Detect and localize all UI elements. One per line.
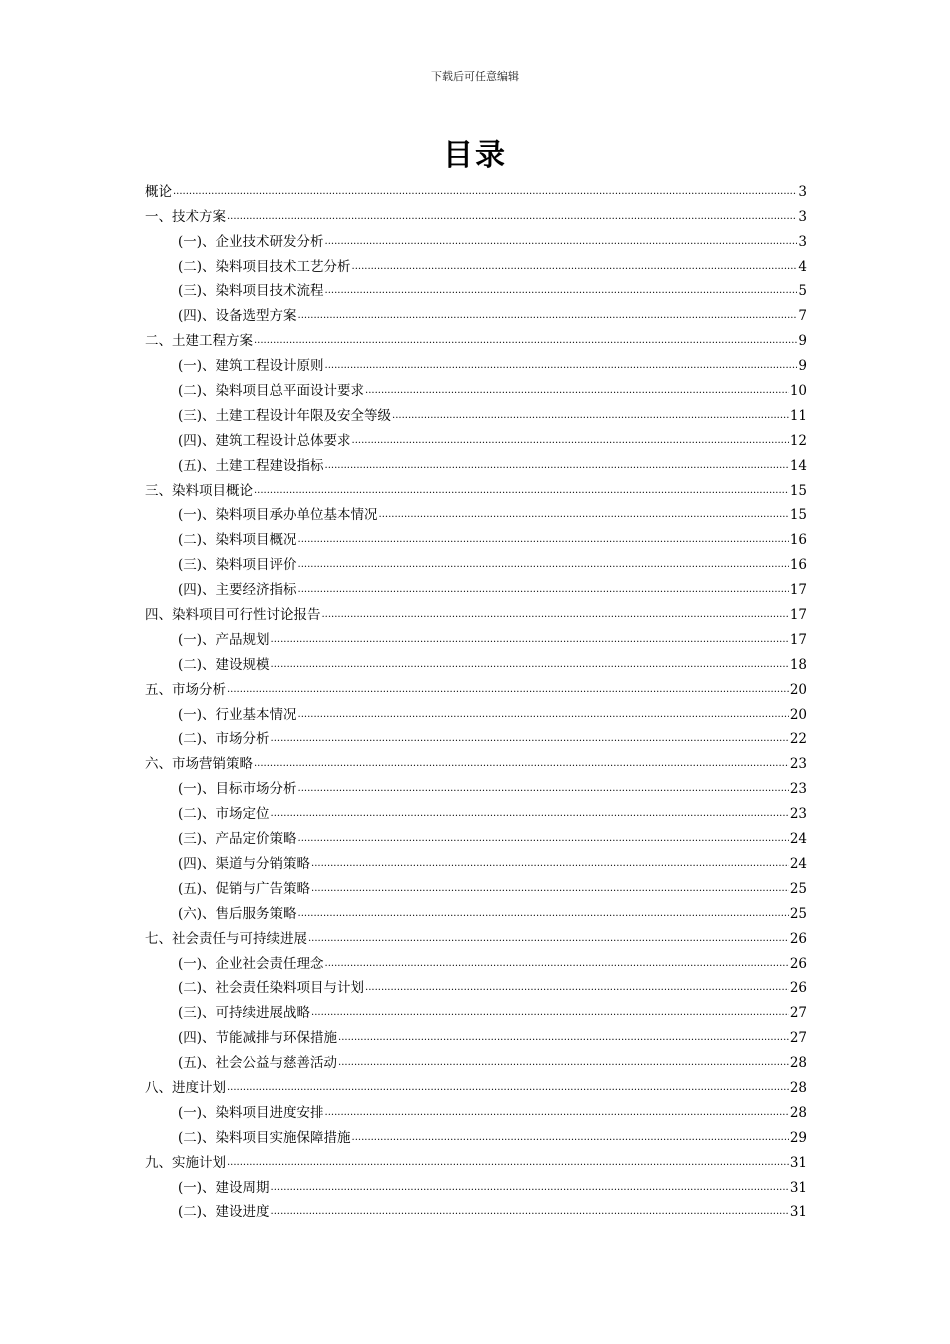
toc-dot-leader bbox=[352, 260, 798, 274]
toc-entry-page: 31 bbox=[789, 1154, 807, 1171]
toc-entry[interactable] bbox=[145, 226, 807, 251]
toc-entry[interactable] bbox=[145, 475, 807, 500]
toc-entry-page: 20 bbox=[789, 706, 807, 723]
toc-entry-label: (三)、染料项目技术流程 bbox=[178, 283, 324, 300]
toc-entry-page: 10 bbox=[789, 383, 807, 400]
toc-entry-label: 五、市场分析 bbox=[145, 681, 226, 698]
toc-entry-label: 七、社会责任与可持续进展 bbox=[145, 930, 307, 947]
toc-entry[interactable] bbox=[145, 798, 807, 823]
toc-entry[interactable] bbox=[145, 201, 807, 226]
toc-entry-label: (二)、社会责任染料项目与计划 bbox=[178, 980, 365, 997]
toc-dot-leader bbox=[352, 434, 789, 448]
toc-dot-leader bbox=[227, 210, 797, 224]
toc-entry[interactable] bbox=[145, 425, 807, 450]
toc-entry-label: (四)、节能减排与环保措施 bbox=[178, 1030, 338, 1047]
toc-entry[interactable] bbox=[145, 1122, 807, 1147]
toc-dot-leader bbox=[271, 1181, 789, 1195]
toc-dot-leader bbox=[298, 583, 789, 597]
toc-entry-label: (二)、建设规模 bbox=[178, 656, 270, 673]
toc-entry[interactable] bbox=[145, 524, 807, 549]
toc-dot-leader bbox=[173, 185, 797, 199]
toc-dot-leader bbox=[392, 409, 789, 423]
toc-entry-page: 31 bbox=[789, 1204, 807, 1221]
toc-entry-label: (一)、行业基本情况 bbox=[178, 706, 297, 723]
toc-entry-label: (四)、主要经济指标 bbox=[178, 582, 297, 599]
toc-entry-page: 26 bbox=[789, 930, 807, 947]
toc-dot-leader bbox=[308, 932, 789, 946]
toc-entry-page: 3 bbox=[798, 208, 807, 225]
toc-entry-page: 27 bbox=[789, 1030, 807, 1047]
toc-entry-page: 12 bbox=[789, 432, 807, 449]
toc-entry-page: 29 bbox=[789, 1129, 807, 1146]
toc-entry-label: (二)、染料项目技术工艺分析 bbox=[178, 258, 351, 275]
toc-dot-leader bbox=[325, 459, 789, 473]
toc-entry-label: (一)、染料项目进度安排 bbox=[178, 1104, 324, 1121]
toc-entry[interactable] bbox=[145, 574, 807, 599]
toc-entry-label: 二、土建工程方案 bbox=[145, 333, 253, 350]
toc-dot-leader bbox=[298, 309, 798, 323]
toc-entry-page: 26 bbox=[789, 955, 807, 972]
toc-entry-page: 23 bbox=[789, 806, 807, 823]
toc-entry-label: (五)、社会公益与慈善活动 bbox=[178, 1055, 338, 1072]
toc-entry[interactable] bbox=[145, 699, 807, 724]
toc-entry-label: (一)、目标市场分析 bbox=[178, 781, 297, 798]
toc-dot-leader bbox=[379, 508, 789, 522]
toc-dot-leader bbox=[352, 1131, 789, 1145]
toc-entry-page: 15 bbox=[789, 507, 807, 524]
toc-entry-label: (一)、企业技术研发分析 bbox=[178, 233, 324, 250]
toc-dot-leader bbox=[254, 757, 789, 771]
toc-entry[interactable] bbox=[145, 1197, 807, 1222]
toc-dot-leader bbox=[311, 882, 789, 896]
toc-dot-leader bbox=[298, 558, 789, 572]
toc-entry[interactable] bbox=[145, 973, 807, 998]
toc-entry-page: 17 bbox=[789, 607, 807, 624]
toc-entry-label: (二)、市场定位 bbox=[178, 806, 270, 823]
toc-entry[interactable] bbox=[145, 923, 807, 948]
toc-entry[interactable] bbox=[145, 1097, 807, 1122]
toc-entry-page: 16 bbox=[789, 557, 807, 574]
toc-dot-leader bbox=[298, 832, 789, 846]
toc-entry-page: 17 bbox=[789, 582, 807, 599]
toc-entry-label: (一)、建设周期 bbox=[178, 1179, 270, 1196]
toc-dot-leader bbox=[325, 957, 789, 971]
toc-entry[interactable] bbox=[145, 500, 807, 525]
toc-entry-label: (二)、染料项目实施保障措施 bbox=[178, 1129, 351, 1146]
toc-title: 目录 bbox=[443, 138, 507, 173]
toc-entry-label: (一)、建筑工程设计原则 bbox=[178, 358, 324, 375]
toc-entry-page: 5 bbox=[798, 283, 807, 300]
toc-entry-page: 11 bbox=[789, 407, 807, 424]
toc-entry-page: 9 bbox=[798, 333, 807, 350]
toc-entry-page: 22 bbox=[789, 731, 807, 748]
toc-entry[interactable] bbox=[145, 649, 807, 674]
toc-entry[interactable] bbox=[145, 1072, 807, 1097]
toc-entry-page: 24 bbox=[789, 831, 807, 848]
toc-entry[interactable] bbox=[145, 276, 807, 301]
toc-entry-page: 27 bbox=[789, 1005, 807, 1022]
toc-dot-leader bbox=[325, 359, 798, 373]
toc-entry-page: 3 bbox=[798, 183, 807, 200]
toc-entry-label: (一)、产品规划 bbox=[178, 631, 270, 648]
toc-entry-page: 20 bbox=[789, 681, 807, 698]
toc-entry-page: 25 bbox=[789, 905, 807, 922]
toc-entry-label: (三)、可持续进展战略 bbox=[178, 1005, 311, 1022]
toc-dot-leader bbox=[365, 384, 789, 398]
toc-entry[interactable] bbox=[145, 873, 807, 898]
toc-entry-page: 4 bbox=[798, 258, 807, 275]
toc-entry-label: (六)、售后服务策略 bbox=[178, 905, 297, 922]
toc-entry-label: 九、实施计划 bbox=[145, 1154, 226, 1171]
toc-entry-label: 一、技术方案 bbox=[145, 208, 226, 225]
toc-entry[interactable] bbox=[145, 1172, 807, 1197]
toc-entry-page: 7 bbox=[798, 308, 807, 325]
toc-entry[interactable] bbox=[145, 748, 807, 773]
toc-entry-label: (二)、市场分析 bbox=[178, 731, 270, 748]
toc-entry-page: 26 bbox=[789, 980, 807, 997]
toc-dot-leader bbox=[298, 708, 789, 722]
toc-entry-label: (四)、设备选型方案 bbox=[178, 308, 297, 325]
toc-dot-leader bbox=[298, 533, 789, 547]
toc-entry[interactable] bbox=[145, 1047, 807, 1072]
toc-entry-label: 概论 bbox=[145, 183, 172, 200]
toc-entry-page: 28 bbox=[789, 1104, 807, 1121]
toc-entry-page: 28 bbox=[789, 1055, 807, 1072]
toc-dot-leader bbox=[365, 981, 789, 995]
toc-dot-leader bbox=[298, 782, 789, 796]
toc-dot-leader bbox=[227, 1156, 789, 1170]
toc-dot-leader bbox=[325, 284, 798, 298]
toc-entry[interactable] bbox=[145, 674, 807, 699]
toc-entry-label: (三)、染料项目评价 bbox=[178, 557, 297, 574]
toc-entry-page: 18 bbox=[789, 656, 807, 673]
toc-entry-label: (一)、企业社会责任理念 bbox=[178, 955, 324, 972]
toc-entry[interactable] bbox=[145, 251, 807, 276]
toc-entry-page: 9 bbox=[798, 358, 807, 375]
toc-entry-label: 六、市场营销策略 bbox=[145, 756, 253, 773]
toc-dot-leader bbox=[322, 608, 789, 622]
toc-entry-page: 14 bbox=[789, 457, 807, 474]
toc-dot-leader bbox=[271, 633, 789, 647]
toc-dot-leader bbox=[298, 907, 789, 921]
toc-entry-page: 15 bbox=[789, 482, 807, 499]
toc-entry-label: (五)、土建工程建设指标 bbox=[178, 457, 324, 474]
toc-entry[interactable] bbox=[145, 549, 807, 574]
toc-entry-label: 八、进度计划 bbox=[145, 1079, 226, 1096]
toc-dot-leader bbox=[254, 334, 797, 348]
toc-entry[interactable] bbox=[145, 997, 807, 1022]
toc-entry-label: (二)、染料项目概况 bbox=[178, 532, 297, 549]
toc-dot-leader bbox=[254, 484, 789, 498]
toc-dot-leader bbox=[271, 732, 789, 746]
toc-entry[interactable] bbox=[145, 1022, 807, 1047]
table-of-contents bbox=[145, 176, 807, 1221]
toc-entry[interactable] bbox=[145, 350, 807, 375]
toc-entry-page: 17 bbox=[789, 631, 807, 648]
toc-entry[interactable] bbox=[145, 375, 807, 400]
toc-entry[interactable] bbox=[145, 948, 807, 973]
toc-dot-leader bbox=[271, 807, 789, 821]
toc-entry-label: (四)、建筑工程设计总体要求 bbox=[178, 432, 351, 449]
toc-entry-label: 三、染料项目概论 bbox=[145, 482, 253, 499]
toc-dot-leader bbox=[271, 1205, 789, 1219]
toc-entry[interactable] bbox=[145, 724, 807, 749]
toc-entry[interactable] bbox=[145, 300, 807, 325]
toc-entry[interactable] bbox=[145, 325, 807, 350]
toc-entry[interactable] bbox=[145, 400, 807, 425]
toc-entry[interactable] bbox=[145, 599, 807, 624]
page-header: 下载后可任意编辑 bbox=[431, 70, 519, 83]
toc-entry-label: (三)、产品定价策略 bbox=[178, 831, 297, 848]
toc-entry[interactable] bbox=[145, 848, 807, 873]
toc-entry-label: (一)、染料项目承办单位基本情况 bbox=[178, 507, 378, 524]
toc-dot-leader bbox=[338, 1031, 789, 1045]
toc-dot-leader bbox=[271, 658, 789, 672]
toc-entry[interactable] bbox=[145, 624, 807, 649]
toc-dot-leader bbox=[311, 857, 789, 871]
toc-dot-leader bbox=[311, 1006, 789, 1020]
toc-entry-label: (三)、土建工程设计年限及安全等级 bbox=[178, 407, 392, 424]
toc-dot-leader bbox=[325, 1106, 789, 1120]
toc-entry[interactable] bbox=[145, 773, 807, 798]
toc-entry-page: 25 bbox=[789, 880, 807, 897]
toc-dot-leader bbox=[227, 1081, 789, 1095]
toc-entry-page: 28 bbox=[789, 1079, 807, 1096]
toc-entry[interactable] bbox=[145, 176, 807, 201]
toc-entry[interactable] bbox=[145, 823, 807, 848]
toc-entry-label: 四、染料项目可行性讨论报告 bbox=[145, 607, 321, 624]
toc-entry-label: (二)、染料项目总平面设计要求 bbox=[178, 383, 365, 400]
toc-entry-label: (四)、渠道与分销策略 bbox=[178, 855, 311, 872]
toc-entry-label: (五)、促销与广告策略 bbox=[178, 880, 311, 897]
toc-entry-page: 16 bbox=[789, 532, 807, 549]
toc-entry[interactable] bbox=[145, 450, 807, 475]
toc-entry-page: 23 bbox=[789, 781, 807, 798]
toc-entry[interactable] bbox=[145, 898, 807, 923]
toc-entry-page: 24 bbox=[789, 855, 807, 872]
toc-dot-leader bbox=[227, 683, 789, 697]
toc-entry-page: 23 bbox=[789, 756, 807, 773]
toc-dot-leader bbox=[325, 235, 798, 249]
toc-entry-label: (二)、建设进度 bbox=[178, 1204, 270, 1221]
toc-entry-page: 3 bbox=[798, 233, 807, 250]
toc-entry-page: 31 bbox=[789, 1179, 807, 1196]
toc-entry[interactable] bbox=[145, 1147, 807, 1172]
toc-dot-leader bbox=[338, 1056, 789, 1070]
